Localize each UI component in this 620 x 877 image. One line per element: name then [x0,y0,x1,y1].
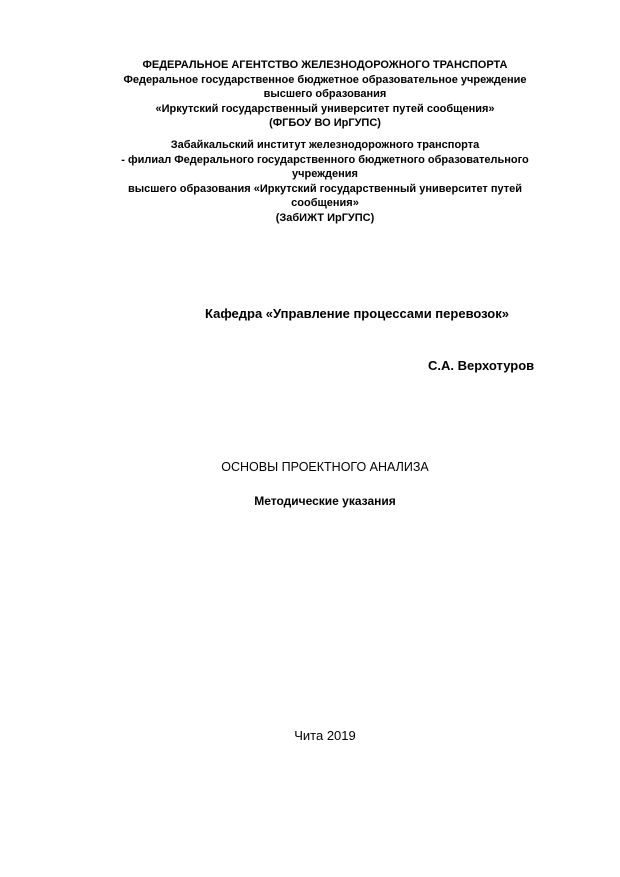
institute-block [40,138,610,225]
department-name: Кафедра «Управление процессами перевозок» [205,306,509,321]
institute-branch-line: - филиал Федерального государственного бюджетного образовательного [121,153,529,166]
institution-type: Федеральное государственное бюджетное образовательное учреждение [123,73,527,86]
document-title: ОСНОВЫ ПРОЕКТНОГО АНАЛИЗА [221,460,429,474]
education-level: высшего образования [263,88,387,100]
header-block [40,58,610,131]
institute-branch-line-2: учреждения [292,168,358,180]
institute-abbreviation: (ЗабИЖТ ИрГУПС) [275,211,375,224]
institute-education-line-2: сообщения» [291,197,359,209]
document-subtitle: Методические указания [254,494,396,508]
institute-education-line: высшего образования «Иркутский государственный университет путей [127,182,523,195]
agency-name: ФЕДЕРАЛЬНОЕ АГЕНТСТВО ЖЕЛЕЗНОДОРОЖНОГО ТРАНСПОРТА [142,59,508,71]
institute-name: Забайкальский институт железнодорожного транспорта [170,139,480,151]
city-year: Чита 2019 [294,728,356,743]
university-name: «Иркутский государственный университет путей сообщения» [155,102,495,115]
university-abbreviation: (ФГБОУ ВО ИрГУПС) [269,117,381,129]
author-name: С.А. Верхотуров [428,358,535,373]
